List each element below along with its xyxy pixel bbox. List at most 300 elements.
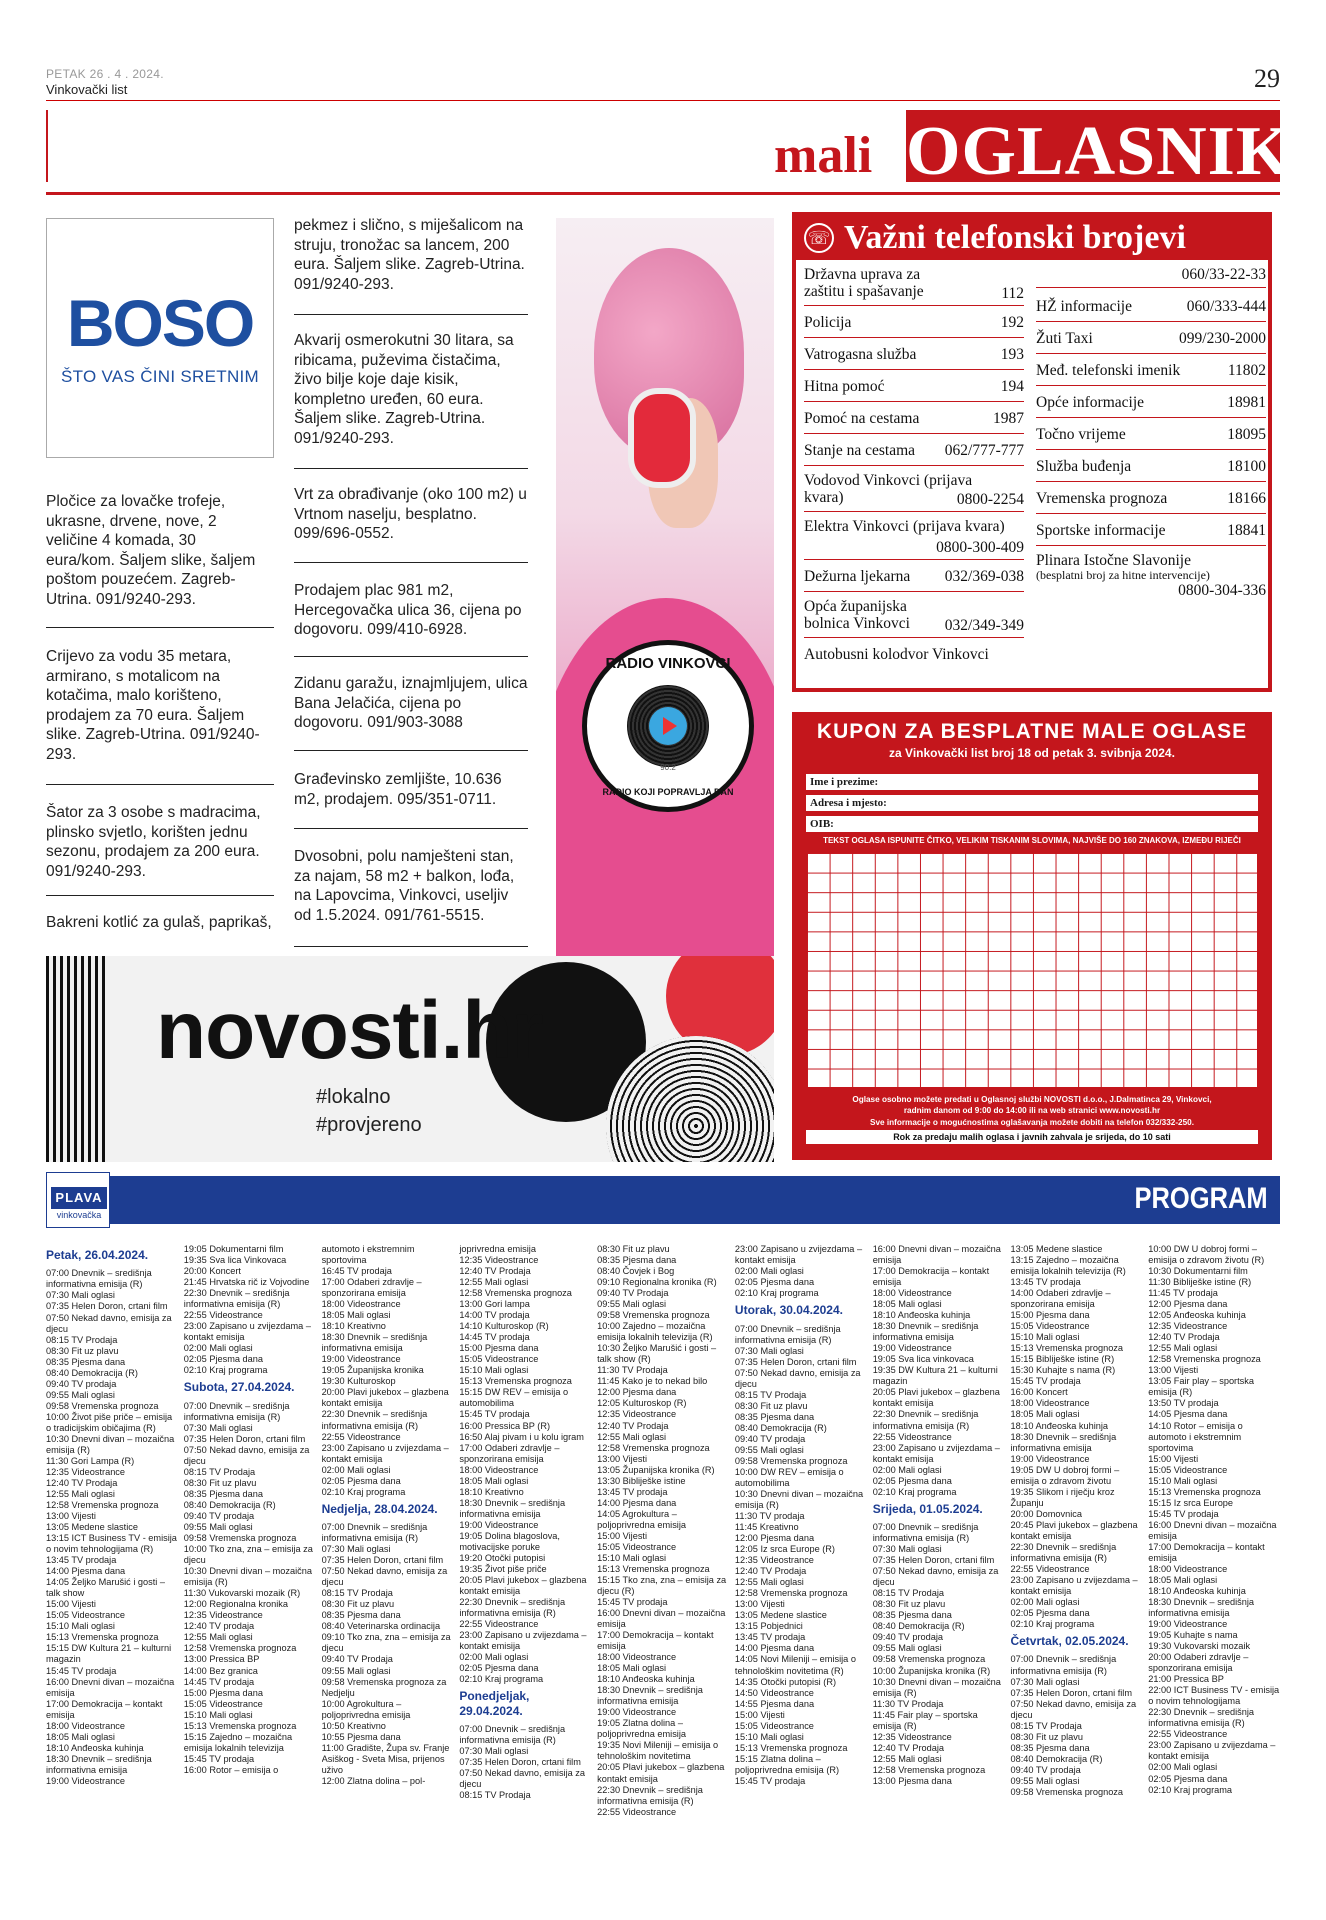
program-entry: 19:00 Videostrance bbox=[1148, 1619, 1228, 1630]
phone-entry-number: 060/333-444 bbox=[1186, 298, 1266, 315]
program-entry: 19:00 Videostrance bbox=[872, 1343, 952, 1354]
program-entry: 12:35 Videostrance bbox=[46, 1466, 126, 1477]
program-entry: 18:00 Videostrance bbox=[321, 1299, 401, 1310]
classified-ad: Vrt za obrađivanje (oko 100 m2) u Vrtnom naselju, besplatno. 099/696-0552. bbox=[294, 486, 527, 543]
ad-separator bbox=[294, 946, 528, 947]
page-number: 29 bbox=[1254, 64, 1280, 93]
program-entry: 18:30 Dnevnik – središnja informativna emisija bbox=[872, 1321, 979, 1343]
program-entry: 22:55 Videostrance bbox=[459, 1619, 539, 1630]
program-entry: 09:55 Mali oglasi bbox=[1010, 1775, 1080, 1786]
phone-entry bbox=[804, 314, 1024, 338]
program-entry: 09:58 Vremenska prognoza bbox=[183, 1533, 297, 1544]
phone-entry-name: Sportske informacije bbox=[1036, 522, 1166, 539]
program-column bbox=[46, 1244, 178, 1908]
program-entry: 15:00 Pjesma dana bbox=[1010, 1310, 1090, 1321]
program-entry: 17:00 Demokracija – kontakt emisija bbox=[46, 1698, 163, 1720]
program-entry: 08:35 Pjesma dana bbox=[1010, 1742, 1090, 1753]
program-entry: 02:10 Kraj programa bbox=[183, 1365, 268, 1376]
program-entry: 14:00 TV prodaja bbox=[459, 1310, 530, 1321]
program-entry: 17:00 Odaberi zdravlje – sponzorirana emisija bbox=[321, 1277, 422, 1299]
program-entry: 08:40 Demokracija (R) bbox=[1010, 1753, 1103, 1764]
program-entry: 22:30 Dnevnik – središnja informativna emisija (R) bbox=[183, 1288, 290, 1310]
program-entry: 19:05 Županijska kronika bbox=[321, 1365, 424, 1376]
program-entry: 13:05 Medene slastice bbox=[46, 1522, 138, 1533]
program-entry: 11:30 Vukovarski mozaik (R) bbox=[183, 1588, 301, 1599]
program-title: PROGRAM bbox=[1134, 1182, 1268, 1215]
program-entry: 15:05 Videostrance bbox=[597, 1541, 677, 1552]
program-column bbox=[1148, 1244, 1280, 1908]
program-entry: 10:00 DW U dobroj formi – emisija o zdravom životu (R) bbox=[1148, 1244, 1265, 1266]
program-entry: 15:15 Iz srca Europe bbox=[1148, 1497, 1234, 1508]
program-entry: joprivredna emisija bbox=[459, 1244, 536, 1254]
program-entry: 12:05 Iz srca Europe (R) bbox=[734, 1544, 835, 1555]
phone-entry bbox=[804, 378, 1024, 402]
program-entry: 17:00 Demokracija – kontakt emisija bbox=[1148, 1541, 1265, 1563]
program-entry: 12:35 Videostrance bbox=[872, 1731, 952, 1742]
program-column bbox=[322, 1244, 454, 1908]
program-entry: 15:45 TV prodaja bbox=[459, 1409, 530, 1420]
coupon-oib-field[interactable]: OIB: bbox=[806, 816, 1258, 832]
program-entry: 10:30 Dokumentarni film bbox=[1148, 1266, 1248, 1277]
phone-entry bbox=[804, 598, 1024, 638]
program-entry: 10:55 Pjesma dana bbox=[321, 1731, 401, 1742]
phone-entry-name: Vremenska prognoza bbox=[1036, 490, 1168, 507]
ad-separator bbox=[294, 828, 528, 829]
radio-frequency: 90.2 bbox=[660, 763, 676, 772]
program-entry: 08:30 Fit uz plavu bbox=[321, 1599, 395, 1610]
phone-entry-number: 0800-304-336 bbox=[1178, 582, 1266, 600]
program-entry: 02:00 Mali oglasi bbox=[872, 1464, 942, 1475]
program-entry: 13:00 Vijesti bbox=[1148, 1365, 1199, 1376]
program-entry: 12:55 Mali oglasi bbox=[734, 1577, 804, 1588]
boso-slogan: ŠTO VAS ČINI SRETNIM bbox=[60, 367, 260, 386]
program-entry: 12:58 Vremenska prognoza bbox=[183, 1643, 297, 1654]
program-entry: 08:15 TV Prodaja bbox=[321, 1588, 393, 1599]
program-entry: 18:05 Mali oglasi bbox=[1010, 1409, 1080, 1420]
phone-entry bbox=[804, 568, 1024, 592]
program-entry: 12:00 Pjesma dana bbox=[597, 1387, 677, 1398]
logo-bottom-text: vinkovačka bbox=[56, 1210, 102, 1220]
program-entry: 16:00 Dnevni divan – mozaična emisija bbox=[46, 1676, 175, 1698]
program-entry: 18:05 Mali oglasi bbox=[872, 1299, 942, 1310]
phone-entry bbox=[804, 472, 1024, 512]
program-entry: 18:10 Anđeoska kuhinja bbox=[872, 1310, 971, 1321]
program-entry: 15:15 Tko zna, zna – emisija za djecu (R) bbox=[597, 1574, 727, 1596]
program-entry: 15:05 Videostrance bbox=[734, 1720, 814, 1731]
program-entry: 22:30 Dnevnik – središnja informativna emisija (R) bbox=[597, 1784, 703, 1806]
coupon-text-grid[interactable] bbox=[806, 852, 1258, 1088]
coupon-footer-line: radnim danom od 9:00 do 14:00 ili na web stranici www.novosti.hr bbox=[903, 1106, 1161, 1116]
program-entry: 17:00 Odaberi zdravlje – sponzorirana emisija bbox=[459, 1442, 560, 1464]
program-entry: 20:05 Plavi jukebox – glazbena kontakt emisija bbox=[872, 1387, 1000, 1409]
program-entry: 15:00 Vijesti bbox=[734, 1709, 785, 1720]
program-entry: 13:45 TV prodaja bbox=[734, 1632, 806, 1643]
program-entry: 08:35 Pjesma dana bbox=[734, 1411, 815, 1422]
coupon-name-field[interactable]: Ime i prezime: bbox=[806, 774, 1258, 790]
program-entry: 08:30 Fit uz plavu bbox=[734, 1400, 808, 1411]
program-entry: 14:05 Agrokultura – poljoprivredna emisija bbox=[597, 1508, 686, 1530]
program-entry: 15:15 DW Kultura 21 – kulturni magazin bbox=[46, 1643, 172, 1665]
program-entry: 07:35 Helen Doron, crtani film bbox=[183, 1433, 306, 1444]
tv-program-header bbox=[46, 1176, 1280, 1224]
program-entry: 07:50 Nekad davno, emisija za djecu bbox=[183, 1444, 310, 1466]
program-entry: 07:00 Dnevnik – središnja informativna emisija (R) bbox=[46, 1268, 152, 1290]
radio-vinkovci-seal bbox=[582, 640, 754, 812]
phone-entry-number: 18981 bbox=[1227, 394, 1266, 411]
program-entry: 22:55 Videostrance bbox=[321, 1431, 401, 1442]
boso-logo: BOSO bbox=[66, 286, 254, 360]
phone-entry bbox=[1036, 362, 1266, 386]
program-entry: 15:13 Vremenska prognoza bbox=[1010, 1343, 1124, 1354]
program-entry: 09:40 TV prodaja bbox=[46, 1378, 117, 1389]
program-entry: 10:30 Dnevni divan – mozaična emisija (R) bbox=[734, 1489, 864, 1511]
program-entry: 15:13 Vremenska prognoza bbox=[459, 1376, 572, 1387]
program-entry: 17:00 Demokracija – kontakt emisija bbox=[872, 1266, 990, 1288]
classified-ad: Bakreni kotlić za gulaš, paprikaš, bbox=[46, 914, 272, 931]
program-entry: 14:10 Rotor – emisija o automoto i ekstremnim sportovima bbox=[1148, 1420, 1243, 1453]
program-entry: 15:10 Mali oglasi bbox=[734, 1731, 804, 1742]
program-entry: 07:30 Mali oglasi bbox=[183, 1422, 253, 1433]
program-entry: 15:15 Zlatna dolina – poljoprivredna emisija (R) bbox=[734, 1753, 840, 1775]
phone-entry-name: Stanje na cestama bbox=[804, 442, 916, 459]
program-entry: 07:50 Nekad davno, emisija za djecu bbox=[46, 1312, 172, 1334]
program-entry: 09:55 Mali oglasi bbox=[183, 1522, 253, 1533]
program-entry: 09:55 Mali oglasi bbox=[46, 1389, 115, 1400]
program-entry: 07:00 Dnevnik – središnja informativna emisija (R) bbox=[183, 1400, 290, 1422]
phone-entry-number: 112 bbox=[1001, 284, 1024, 302]
phone-entry-number: 0800-300-409 bbox=[936, 538, 1024, 556]
classified-ad: Crijevo za vodu 35 metara, armirano, s motalicom na kotačima, malo korišteno, prodajem za 70 eura. Šaljem slike. Zagreb-Utrina. 091/9240-293. bbox=[46, 648, 260, 763]
program-entry: 08:15 TV Prodaja bbox=[734, 1389, 807, 1400]
program-entry: 07:35 Helen Doron, crtani film bbox=[46, 1301, 168, 1312]
radio-slogan: RADIO KOJI POPRAVLJA DAN bbox=[602, 787, 734, 797]
phone-entry-name: Međ. telefonski imenik bbox=[1036, 362, 1181, 379]
program-entry: 15:05 Videostrance bbox=[1010, 1321, 1090, 1332]
program-entry: 07:30 Mali oglasi bbox=[1010, 1676, 1080, 1687]
program-entry: 19:30 Vukovarski mozaik bbox=[1148, 1641, 1251, 1652]
program-entry: 02:05 Pjesma dana bbox=[183, 1354, 263, 1365]
program-column bbox=[597, 1244, 729, 1908]
program-entry: 07:50 Nekad davno, emisija za djecu bbox=[459, 1768, 585, 1790]
phone-entry bbox=[804, 266, 1024, 306]
program-entry: 12:55 Mali oglasi bbox=[46, 1489, 115, 1500]
program-entry: 16:00 Dnevni divan – mozaična emisija bbox=[1148, 1519, 1277, 1541]
phone-entry-number: 032/349-349 bbox=[944, 616, 1024, 634]
program-entry: 15:45 TV prodaja bbox=[597, 1597, 668, 1607]
program-entry: 07:35 Helen Doron, crtani film bbox=[1010, 1687, 1133, 1698]
program-entry: 19:35 Slikom i riječju kroz Županju bbox=[1010, 1486, 1115, 1508]
phone-entry bbox=[1036, 330, 1266, 354]
phone-entry bbox=[1036, 458, 1266, 482]
program-entry: 18:30 Dnevnik – središnja informativna emisija bbox=[1010, 1431, 1117, 1453]
program-entry: 09:55 Mali oglasi bbox=[321, 1665, 391, 1676]
banner-stripes bbox=[46, 956, 106, 1162]
program-entry: 19:05 Kuhajte s nama bbox=[1148, 1630, 1238, 1641]
phone-entry bbox=[1036, 490, 1266, 514]
program-entry: 13:05 Medene slastice bbox=[1010, 1244, 1103, 1254]
program-entry: 14:45 TV prodaja bbox=[183, 1676, 255, 1687]
program-entry: 22:55 Videostrance bbox=[597, 1806, 677, 1817]
program-entry: 09:40 TV prodaja bbox=[734, 1433, 806, 1444]
section-masthead bbox=[46, 110, 1292, 190]
program-entry: 08:40 Demokracija (R) bbox=[734, 1422, 827, 1433]
program-entry: 15:00 Pjesma dana bbox=[183, 1687, 263, 1698]
free-ad-coupon bbox=[792, 712, 1272, 1160]
phone-icon: ☏ bbox=[804, 223, 834, 253]
program-entry: 12:58 Vremenska prognoza bbox=[1148, 1354, 1261, 1365]
ad-separator bbox=[46, 784, 274, 785]
program-entry: 12:05 Anđeoska kuhinja bbox=[1148, 1310, 1246, 1321]
program-entry: 10:00 Zajedno – mozaična emisija lokalnih televizija (R) bbox=[597, 1321, 713, 1343]
program-entry: 08:40 Demokracija (R) bbox=[46, 1367, 138, 1378]
program-entry: 23:00 Zapisano u zvijezdama – kontakt emisija bbox=[734, 1244, 863, 1266]
phone-entry-name: Opća županijska bolnica Vinkovci bbox=[804, 598, 910, 633]
program-entry: 12:40 TV Prodaja bbox=[46, 1477, 118, 1488]
program-entry: 15:10 Mali oglasi bbox=[597, 1552, 667, 1563]
program-entry: 13:00 Gori lampa bbox=[459, 1299, 530, 1310]
program-entry: 18:10 Kreativno bbox=[321, 1321, 386, 1332]
program-entry: 02:05 Pjesma dana bbox=[1148, 1773, 1228, 1784]
phone-entry bbox=[804, 518, 1024, 560]
program-entry: 12:55 Mali oglasi bbox=[183, 1632, 253, 1643]
program-entry: 18:00 Videostrance bbox=[1148, 1563, 1228, 1574]
program-entry: 14:00 Pjesma dana bbox=[734, 1643, 815, 1654]
program-entry: 07:30 Mali oglasi bbox=[321, 1544, 391, 1555]
phone-entry-name: Vodovod Vinkovci (prijava kvara) bbox=[804, 472, 973, 507]
program-entry: 23:00 Zapisano u zvijezdama – kontakt emisija bbox=[321, 1442, 449, 1464]
phone-numbers-box bbox=[792, 212, 1272, 692]
program-entry: 15:05 Videostrance bbox=[459, 1354, 539, 1365]
ad-separator bbox=[46, 627, 274, 628]
program-entry: 02:00 Mali oglasi bbox=[183, 1343, 253, 1354]
program-entry: 08:15 TV Prodaja bbox=[46, 1334, 118, 1345]
program-entry: 23:00 Zapisano u zvijezdama – kontakt emisija bbox=[459, 1630, 587, 1652]
program-entry: 15:13 Vremenska prognoza bbox=[597, 1563, 710, 1574]
program-day-heading: Ponedjeljak, 29.04.2024. bbox=[459, 1689, 530, 1718]
program-entry: 20:00 Odaberi zdravlje – sponzorirana emisija bbox=[1148, 1652, 1249, 1674]
phone-entry-number: 032/369-038 bbox=[944, 568, 1024, 585]
plava-vinkovacka-logo bbox=[46, 1172, 110, 1228]
program-entry: 19:00 Videostrance bbox=[321, 1354, 401, 1365]
program-entry: 22:30 Dnevnik – središnja informativna emisija (R) bbox=[872, 1409, 979, 1431]
ad-separator bbox=[294, 656, 528, 657]
phone-entry bbox=[1036, 298, 1266, 322]
program-entry: 15:00 Vijesti bbox=[46, 1599, 96, 1610]
program-entry: 22:30 Dnevnik – središnja informativna emisija (R) bbox=[459, 1597, 566, 1619]
program-entry: 12:40 TV Prodaja bbox=[459, 1266, 531, 1277]
program-entry: 20:00 Plavi jukebox – glazbena kontakt emisija bbox=[321, 1387, 449, 1409]
program-entry: 15:10 Mali oglasi bbox=[46, 1621, 115, 1632]
program-entry: 09:58 Vremenska prognoza za Nedjelju bbox=[321, 1676, 447, 1698]
program-entry: 10:00 Agrokultura – poljoprivredna emisija bbox=[321, 1698, 411, 1720]
program-entry: 08:30 Fit uz plavu bbox=[1010, 1731, 1083, 1742]
program-entry: 11:30 TV prodaja bbox=[734, 1511, 805, 1522]
program-entry: 09:58 Vremenska prognoza bbox=[1010, 1786, 1124, 1797]
program-entry: 18:30 Dnevnik – središnja informativna emisija bbox=[46, 1753, 152, 1775]
program-entry: 13:15 ICT Business TV - emisija o novim tehnologijama (R) bbox=[46, 1533, 177, 1555]
coupon-footer-line: Sve informacije o mogućnostima oglašavanja možete dobiti na telefon 032/332-250. bbox=[870, 1117, 1194, 1127]
program-entry: 02:10 Kraj programa bbox=[872, 1486, 957, 1497]
novosti-tag: #lokalno bbox=[316, 1086, 391, 1108]
program-entry: 12:58 Vremenska prognoza bbox=[872, 1764, 986, 1775]
program-entry: 07:00 Dnevnik – središnja informativna emisija (R) bbox=[872, 1522, 979, 1544]
radio-advert-photo bbox=[556, 218, 774, 958]
program-entry: 07:30 Mali oglasi bbox=[872, 1544, 942, 1555]
program-entry: 07:00 Dnevnik – središnja informativna emisija (R) bbox=[459, 1724, 566, 1746]
program-entry: 08:15 TV Prodaja bbox=[183, 1466, 256, 1477]
program-entry: 18:30 Dnevnik – središnja informativna emisija bbox=[459, 1497, 566, 1519]
program-entry: 15:45 TV prodaja bbox=[183, 1753, 255, 1764]
program-entry: 13:30 Bibliješke istine bbox=[597, 1475, 686, 1486]
program-entry: 12:05 Kulturoskop (R) bbox=[597, 1398, 687, 1409]
coupon-address-field[interactable]: Adresa i mjesto: bbox=[806, 795, 1258, 811]
novosti-banner bbox=[46, 956, 774, 1162]
program-entry: 19:00 Videostrance bbox=[1010, 1453, 1090, 1464]
phone-entry-number: 11802 bbox=[1227, 362, 1266, 379]
program-entry: 14:00 Pjesma dana bbox=[46, 1566, 126, 1577]
phone-entry-number: 18100 bbox=[1227, 458, 1266, 475]
program-entry: 18:05 Mali oglasi bbox=[597, 1663, 667, 1674]
program-entry: 02:05 Pjesma dana bbox=[321, 1475, 401, 1486]
program-entry: 23:00 Zapisano u zvijezdama – kontakt emisija bbox=[1148, 1740, 1276, 1762]
program-entry: 15:10 Mali oglasi bbox=[459, 1365, 529, 1376]
program-entry: 16:00 Pressica BP (R) bbox=[459, 1420, 551, 1431]
program-entry: 12:40 TV Prodaja bbox=[734, 1566, 807, 1577]
program-entry: 12:35 Videostrance bbox=[459, 1255, 539, 1266]
program-entry: 18:05 Mali oglasi bbox=[1148, 1574, 1218, 1585]
program-entry: 12:55 Mali oglasi bbox=[872, 1753, 942, 1764]
program-entry: 12:00 Pjesma dana bbox=[734, 1533, 815, 1544]
program-entry: 10:00 Život piše priče – emisija o tradicijskim običajima (R) bbox=[46, 1411, 173, 1433]
program-entry: 18:10 Anđeoska kuhinja bbox=[597, 1674, 695, 1685]
tv-program-listing bbox=[46, 1244, 1280, 1908]
radio-name: RADIO VINKOVCI bbox=[605, 655, 731, 672]
program-entry: 15:05 Videostrance bbox=[1148, 1464, 1228, 1475]
program-entry: 02:05 Pjesma dana bbox=[1010, 1608, 1090, 1619]
phone-entry-number: 194 bbox=[1000, 378, 1024, 395]
phone-entry bbox=[804, 346, 1024, 370]
program-entry: 08:40 Veterinarska ordinacija bbox=[321, 1621, 441, 1632]
program-entry: 09:58 Vremenska prognoza bbox=[734, 1455, 848, 1466]
program-entry: 12:40 TV Prodaja bbox=[597, 1420, 669, 1431]
phone-entry-number: 1987 bbox=[993, 410, 1024, 427]
program-entry: 19:05 Sva lica vinkovaca bbox=[872, 1354, 974, 1365]
program-entry: 02:00 Mali oglasi bbox=[321, 1464, 391, 1475]
program-entry: 08:35 Pjesma dana bbox=[321, 1610, 401, 1621]
coupon-deadline: Rok za predaju malih oglasa i javnih zahvala je srijeda, do 10 sati bbox=[806, 1130, 1258, 1144]
program-entry: 11:30 Gori Lampa (R) bbox=[46, 1455, 135, 1466]
program-entry: 20:00 Domovnica bbox=[1010, 1508, 1082, 1519]
program-entry: 15:15 DW REV – emisija o automobilima bbox=[459, 1387, 569, 1409]
program-entry: 15:00 Vijesti bbox=[597, 1530, 648, 1541]
program-entry: 10:00 Tko zna, zna – emisija za djecu bbox=[183, 1544, 313, 1566]
phone-entry-number: 0800-2254 bbox=[956, 490, 1024, 508]
program-entry: 09:55 Mali oglasi bbox=[734, 1444, 804, 1455]
program-entry: 22:30 Dnevnik – središnja informativna emisija (R) bbox=[321, 1409, 428, 1431]
program-entry: 07:35 Helen Doron, crtani film bbox=[872, 1555, 995, 1566]
program-entry: 15:00 Pjesma dana bbox=[459, 1343, 539, 1354]
program-column bbox=[184, 1244, 316, 1908]
phone-entry-name: Pomoć na cestama bbox=[804, 410, 920, 427]
program-entry: 15:45 TV prodaja bbox=[46, 1665, 117, 1676]
program-entry: 02:05 Pjesma dana bbox=[872, 1475, 952, 1486]
program-entry: 02:05 Pjesma dana bbox=[734, 1277, 815, 1288]
program-entry: 22:00 ICT Business TV - emisija o novim tehnologijama bbox=[1148, 1685, 1280, 1707]
phone-entry-number: 060/33-22-33 bbox=[1181, 266, 1266, 283]
program-entry: 12:00 Pjesma dana bbox=[1148, 1299, 1228, 1310]
program-entry: 11:45 Kreativno bbox=[734, 1522, 799, 1533]
ad-separator bbox=[294, 750, 528, 751]
phones-title: Važni telefonski brojevi bbox=[844, 219, 1186, 256]
program-entry: 12:58 Vremenska prognoza bbox=[734, 1588, 848, 1599]
program-day-heading: Srijeda, 01.05.2024. bbox=[872, 1501, 983, 1516]
phone-entry-number: 062/777-777 bbox=[944, 442, 1024, 459]
program-entry: 02:00 Mali oglasi bbox=[459, 1652, 529, 1663]
phone-entry bbox=[1036, 522, 1266, 546]
ad-separator bbox=[294, 468, 528, 469]
program-entry: 08:15 TV Prodaja bbox=[872, 1588, 945, 1599]
program-entry: 13:00 Pressica BP bbox=[183, 1654, 260, 1665]
program-entry: 12:55 Mali oglasi bbox=[597, 1431, 667, 1442]
program-entry: 13:45 TV prodaja bbox=[1010, 1277, 1081, 1288]
program-entry: 19:20 Otočki putopisi bbox=[459, 1552, 546, 1563]
program-entry: 10:30 Dnevni divan – mozaična emisija (R) bbox=[872, 1676, 1001, 1698]
phone-entry-name: Dežurna ljekarna bbox=[804, 568, 911, 585]
program-entry: 02:00 Mali oglasi bbox=[1010, 1597, 1080, 1607]
headphones-icon bbox=[628, 388, 696, 488]
program-entry: 09:40 TV prodaja bbox=[183, 1511, 255, 1522]
program-entry: 07:30 Mali oglasi bbox=[459, 1746, 529, 1757]
program-entry: 09:40 TV Prodaja bbox=[321, 1654, 393, 1665]
masthead-small-word: mali bbox=[774, 127, 873, 184]
program-entry: 07:50 Nekad davno, emisija za djecu bbox=[321, 1566, 448, 1588]
program-entry: 19:35 DW Kultura 21 – kulturni magazin bbox=[872, 1365, 998, 1387]
program-entry: 19:05 Dolina blagoslova, motivacijske poruke bbox=[459, 1530, 560, 1552]
program-entry: 11:00 Gradište, Župa sv. Franje Asiškog - Sveta Misa, prijenos uživo bbox=[321, 1742, 450, 1775]
phone-entry-name: Hitna pomoć bbox=[804, 378, 885, 395]
program-column bbox=[873, 1244, 1005, 1908]
program-entry: 13:00 Vijesti bbox=[597, 1453, 648, 1464]
program-entry: 18:10 Anđeoska kuhinja bbox=[1148, 1585, 1246, 1596]
program-entry: 15:45 TV prodaja bbox=[1148, 1508, 1219, 1519]
masthead-rule bbox=[46, 192, 1280, 195]
program-entry: 16:00 Dnevni divan – mozaična emisija bbox=[872, 1244, 1001, 1266]
program-column bbox=[735, 1244, 867, 1908]
phone-entry-name: Vatrogasna služba bbox=[804, 346, 917, 363]
program-entry: 09:55 Mali oglasi bbox=[872, 1643, 942, 1654]
phone-entry bbox=[804, 442, 1024, 466]
program-entry: 08:35 Pjesma dana bbox=[872, 1610, 952, 1621]
program-entry: 16:00 Rotor – emisija o bbox=[183, 1764, 279, 1775]
phone-entry bbox=[804, 646, 1024, 670]
phone-entry bbox=[804, 410, 1024, 434]
program-entry: 02:10 Kraj programa bbox=[321, 1486, 406, 1497]
program-entry: 13:05 Fair play – sportska emisija (R) bbox=[1148, 1376, 1254, 1398]
program-entry: 12:35 Videostrance bbox=[734, 1555, 814, 1566]
program-entry: 18:00 Videostrance bbox=[46, 1720, 126, 1731]
program-entry: 14:55 Pjesma dana bbox=[734, 1698, 815, 1709]
program-entry: 19:35 Život piše priče bbox=[459, 1563, 547, 1574]
phone-entry-name: Elektra Vinkovci (prijava kvara) bbox=[804, 518, 1005, 535]
program-entry: 15:15 Zajedno – mozaična emisija lokalnih televizija bbox=[183, 1731, 293, 1753]
program-entry: 12:40 TV Prodaja bbox=[872, 1742, 945, 1753]
program-entry: 11:30 Bibliješke istine (R) bbox=[1148, 1277, 1252, 1288]
coupon-footer-line: Oglase osobno možete predati u Oglasnoj službi NOVOSTI d.o.o., J.Dalmatinca 29, Vinkovci, bbox=[852, 1095, 1212, 1104]
classified-ad: Zidanu garažu, iznajmljujem, ulica Bana Jelačića, cijena po dogovoru. 091/903-3088 bbox=[294, 675, 528, 732]
phone-entry-name: Državna uprava za zaštitu i spašavanje bbox=[804, 266, 924, 301]
program-entry: 16:00 Koncert bbox=[1010, 1387, 1068, 1398]
phone-entry-name: Žuti Taxi bbox=[1036, 330, 1093, 347]
